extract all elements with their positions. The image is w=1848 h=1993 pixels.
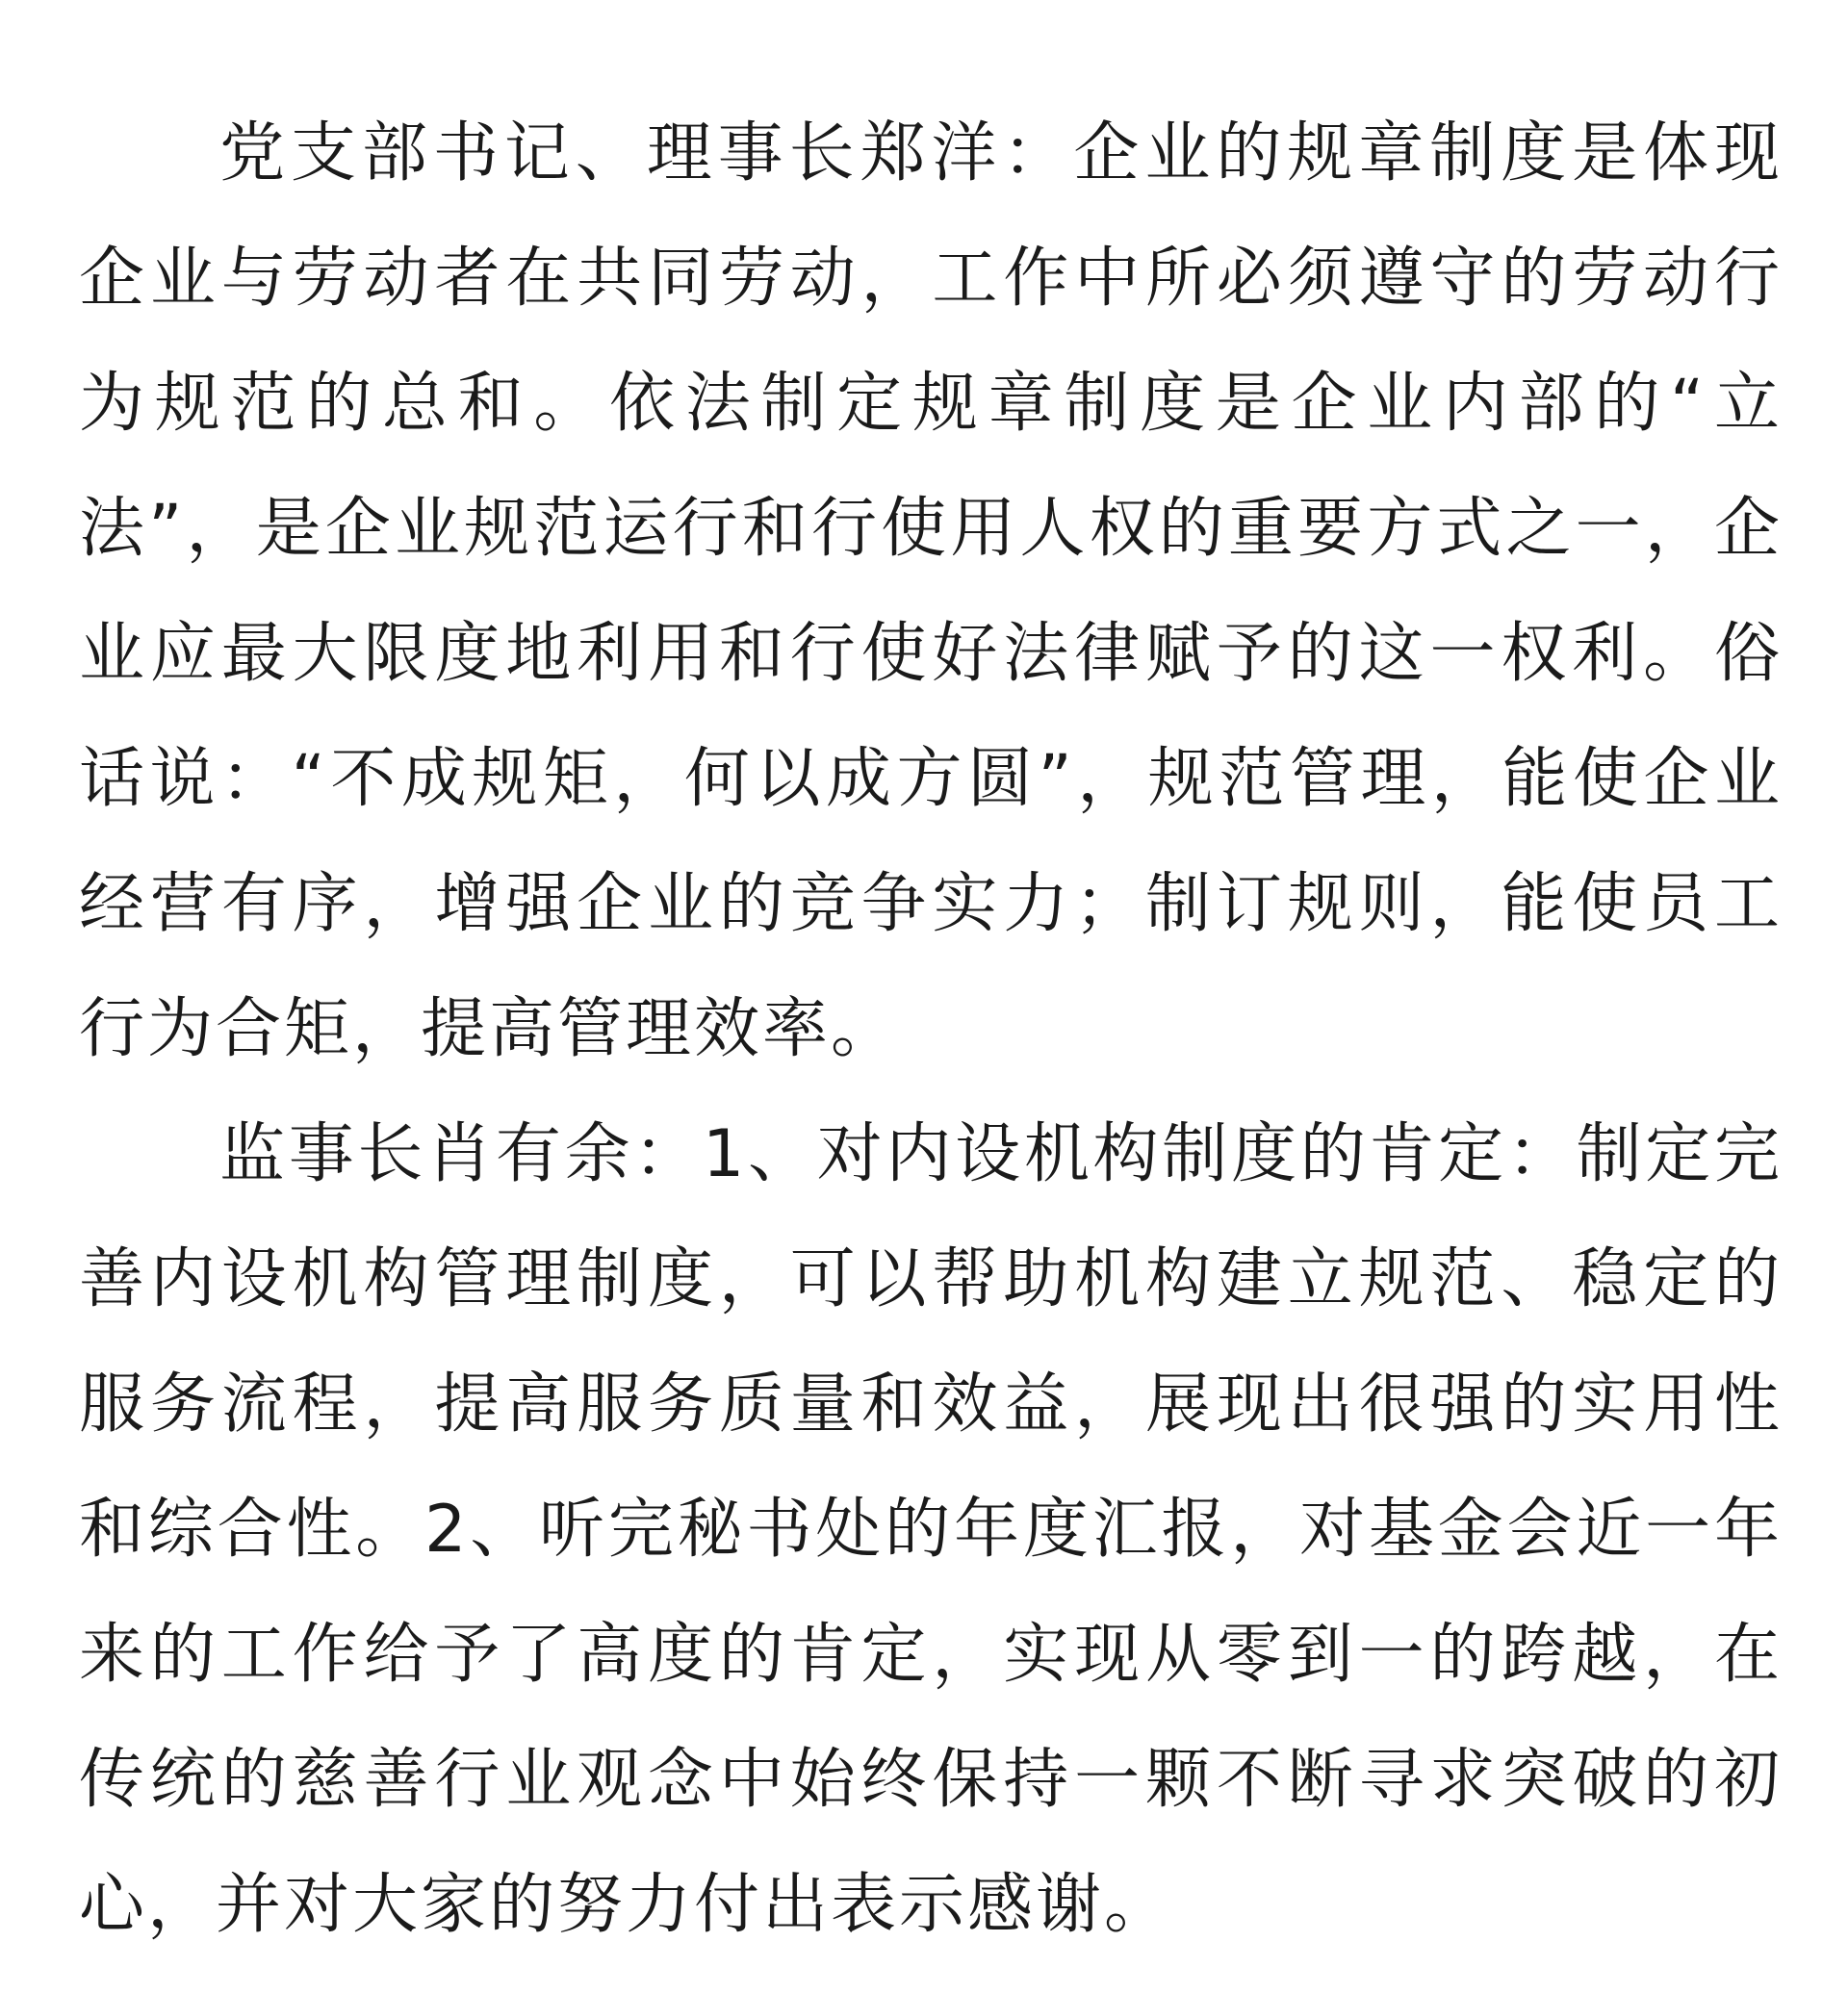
paragraph-chairman-remarks: 党支部书记、理事长郑洋：企业的规章制度是体现企业与劳动者在共同劳动，工作中所必须遵守的劳动行为规范的总和。依法制定规章制度是企业内部的“立法”，是企业规范运行和行使用人权的重要方式之一，企业应最大限度地利用和行使好法律赋予的这一权利。俗话说：“不成规矩，何以成方圆”，规范管理，能使企业经营有序，增强企业的竞争实力；制订规则，能使员工行为合矩，提高管理效率。 — [79, 115, 1783, 1067]
paragraph-supervisor-remarks: 监事长肖有余：1、对内设机构制度的肯定：制定完善内设机构管理制度，可以帮助机构建立规范、稳定的服务流程，提高服务质量和效益，展现出很强的实用性和综合性。2、听完秘书处的年度汇报，对基金会近一年来的工作给予了高度的肯定，实现从零到一的跨越，在传统的慈善行业观念中始终保持一颗不断寻求突破的初心，并对大家的努力付出表示感谢。 — [79, 1116, 1783, 1943]
article-body — [79, 91, 1783, 1968]
